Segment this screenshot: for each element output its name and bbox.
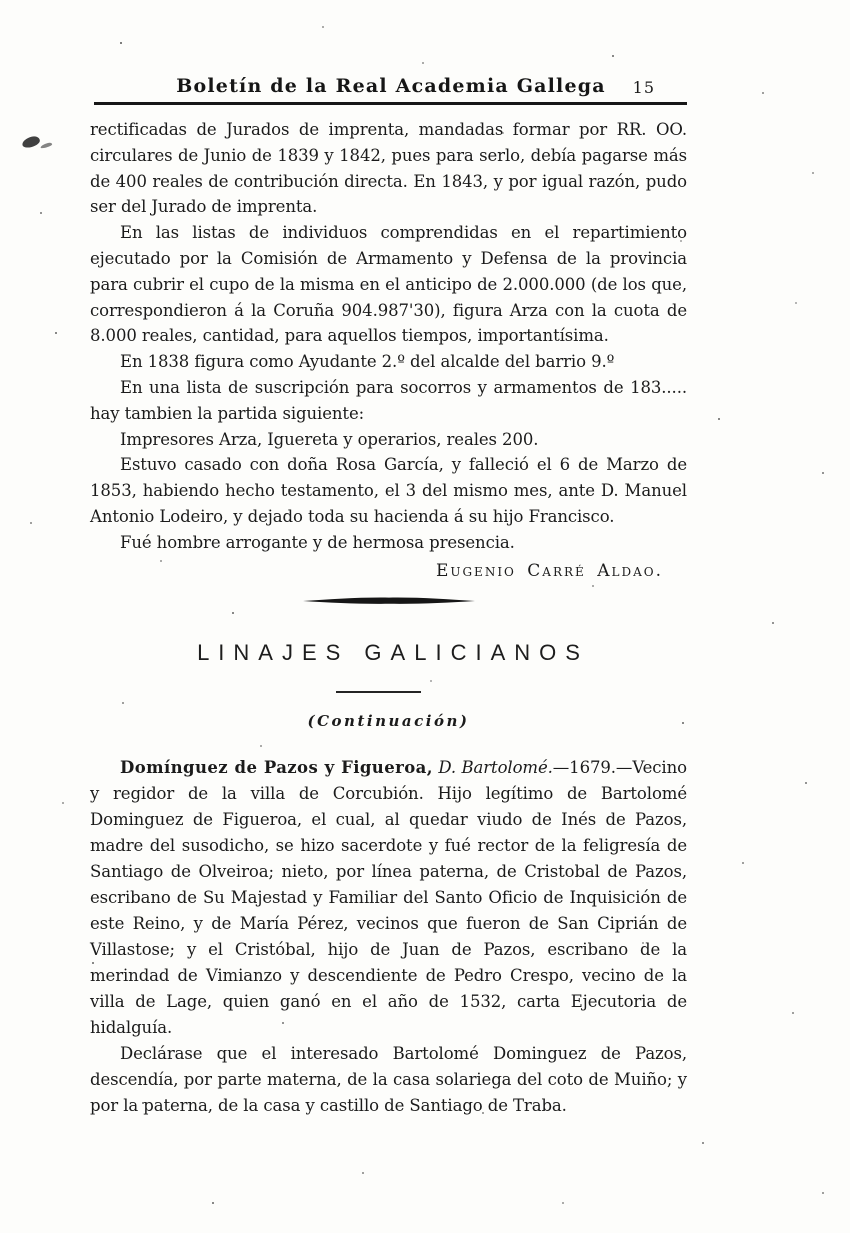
ink-smudge (21, 135, 41, 149)
continuation-note: (Continuación) (307, 712, 470, 730)
page-number: 15 (632, 78, 655, 97)
section-title: LINAJES GALICIANOS (197, 640, 589, 665)
page-header (95, 75, 687, 97)
section-title-rule (336, 691, 421, 693)
entry-name: Domínguez de Pazos y Figueroa, (120, 758, 433, 777)
biography-article (90, 117, 687, 584)
entry-person: D. Bartolomé. (438, 758, 553, 777)
paragraph: Estuvo casado con doña Rosa García, y falleció el 6 de Marzo de 1853, habiendo hecho testamento, el 3 del mismo mes, ante D. Manuel Antonio Lodeiro, y dejado toda su hacienda á su hijo Francisco. (90, 455, 687, 526)
header-rule (94, 102, 687, 105)
journal-title: Boletín de la Real Academia Gallega (176, 75, 606, 97)
paragraph: Declárase que el interesado Bartolomé Dominguez de Pazos, descendía, por parte materna, de la casa solariega del coto de Muiño; y por la paterna, de la casa y castillo de Santiago de Traba. (90, 1044, 687, 1115)
entry-year: —1679.— (552, 758, 633, 777)
swelled-rule (303, 596, 475, 606)
paragraph: rectificadas de Jurados de imprenta, mandadas formar por RR. OO. circulares de Junio de 1839 y 1842, pues para serlo, debía pagarse más de 400 reales de contribución directa. En 1843, y por igual razón, pudo ser del Jurado de imprenta. (90, 120, 687, 217)
scan-noise-speckles (0, 0, 2, 2)
linajes-entry (90, 755, 687, 1119)
paragraph: Fué hombre arrogante y de hermosa presencia. (120, 532, 515, 552)
entry-text: Vecino y regidor de la villa de Corcubión. Hijo legítimo de Bartolomé Dominguez de Figueroa, el cual, al quedar viudo de Inés de Pazos, madre del susodicho, se hizo sacerdote y fué rector de la feligresía de Santiago de Olveiroa; nieto, por línea paterna, de Cristobal de Pazos, escribano de Su Majestad y Familiar del Santo Oficio de Inquisición de este Reino, y de María Pérez, vecinos que fueron de San Ciprián de Villastose; y el Cristóbal, hijo de Juan de Pazos, escribano de la merindad de Vimianzo y descendiente de Pedro Crespo, vecino de la villa de Lage, quien ganó en el año de 1532, carta Ejecutoria de hidalguía. (90, 758, 687, 1037)
paragraph: En 1838 figura como Ayudante 2.º del alcalde del barrio 9.º (120, 352, 615, 372)
paragraph: Impresores Arza, Iguereta y operarios, reales 200. (120, 429, 539, 449)
paragraph (90, 755, 687, 1041)
section-divider (90, 591, 687, 610)
author-signature: Eugenio Carré Aldao. (435, 560, 663, 581)
paragraph: En las listas de individuos comprendidas en el repartimiento ejecutado por la Comisión de Armamento y Defensa de la provincia para cubrir el cupo de la misma en el anticipo de 2.000.000 (de los que, correspondieron á la Coruña 904.987'30), figura Arza con la cuota de 8.000 reales, cantidad, para aquellos tiempos, importantísima. (90, 223, 687, 346)
paragraph: En una lista de suscripción para socorros y armamentos de 183..... hay tambien la partida siguiente: (90, 377, 687, 423)
